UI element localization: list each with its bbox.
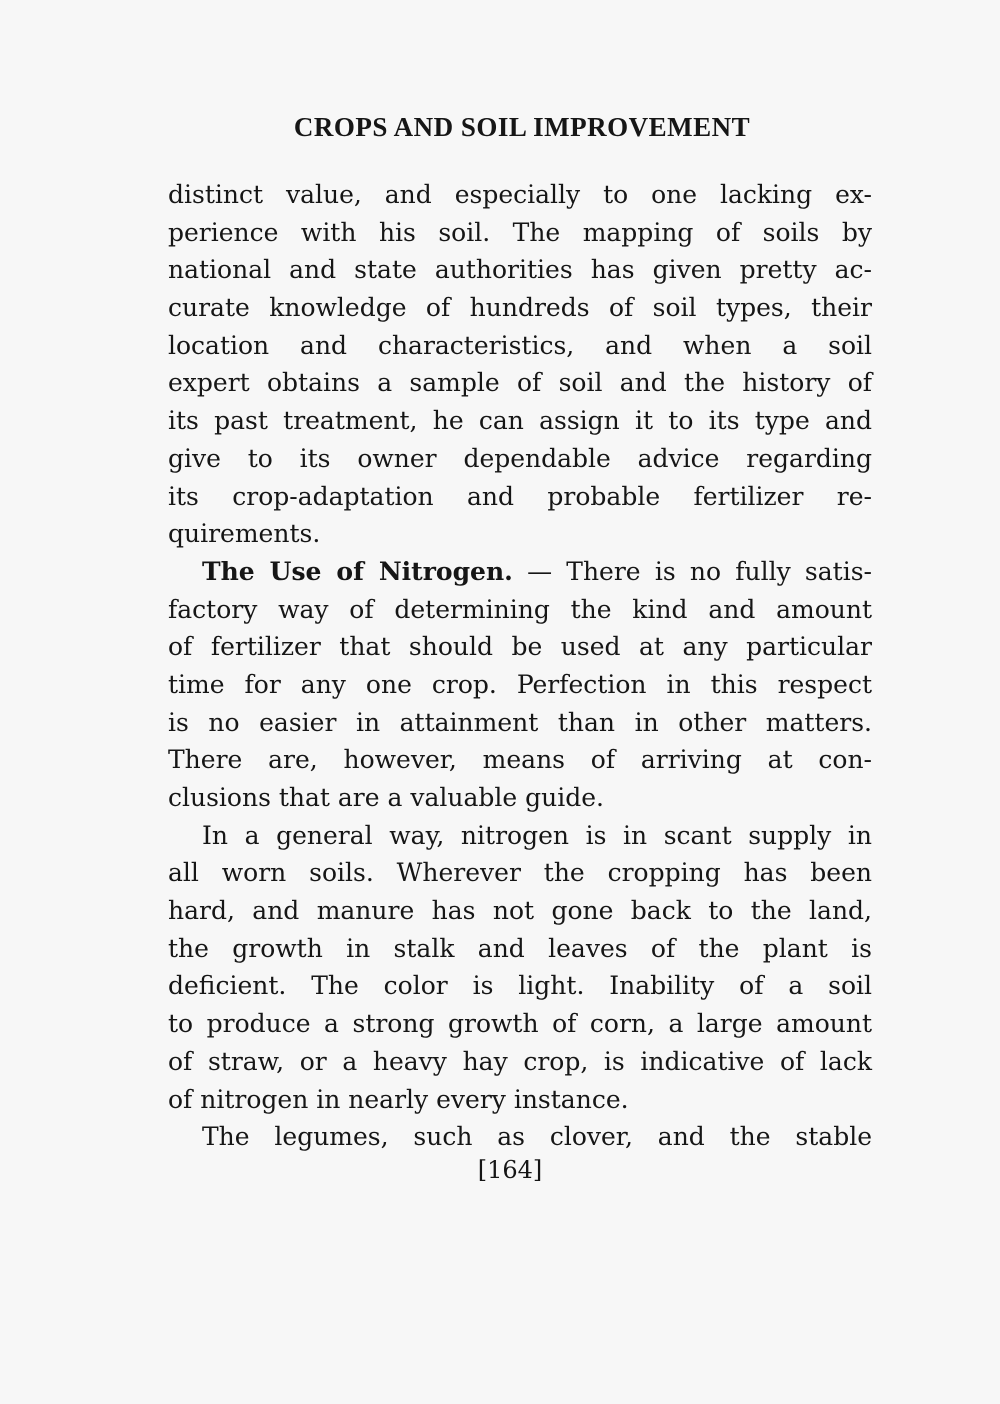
paragraph	[168, 176, 872, 553]
text-line: factory way of determining the kind and amount	[168, 594, 872, 624]
text-line: distinct value, and especially to one lacking ex-	[168, 180, 872, 209]
text-line: deficient. The color is light. Inability of a soil	[168, 971, 872, 1001]
text-line: hard, and manure has not gone back to the land,	[168, 896, 872, 926]
page-number: [164]	[477, 1156, 543, 1184]
text-line: give to its owner dependable advice regarding	[168, 443, 872, 473]
text-line: perience with his soil. The mapping of soils by	[168, 217, 872, 247]
text-line: There are, however, means of arriving at con-	[168, 745, 872, 775]
text-line: time for any one crop. Perfection in this respect	[168, 669, 872, 699]
text-line: of nitrogen in nearly every instance.	[168, 1084, 629, 1114]
text-line	[168, 553, 872, 591]
text-line: clusions that are a valuable guide.	[168, 783, 604, 812]
text-line: the growth in stalk and leaves of the plant is	[168, 933, 872, 963]
text-line: its past treatment, he can assign it to its type and	[168, 406, 872, 436]
text-line: national and state authorities has given pretty ac-	[168, 255, 872, 285]
section-heading: The Use of Nitrogen.	[202, 556, 513, 586]
text-line: quirements.	[168, 519, 321, 549]
page-body	[168, 176, 872, 1156]
text-line: all worn soils. Wherever the cropping has been	[168, 858, 872, 888]
text-line: curate knowledge of hundreds of soil types, their	[168, 293, 872, 323]
text-line: its crop-adaptation and probable fertilizer re-	[168, 481, 872, 511]
text-line: is no easier in attainment than in other matters.	[168, 707, 872, 737]
text-line: In a general way, nitrogen is in scant supply in	[202, 820, 872, 850]
line-text: — There is no fully satis-	[512, 556, 872, 586]
paragraph	[168, 553, 872, 817]
text-line: of fertilizer that should be used at any particular	[168, 632, 872, 662]
paragraph	[168, 817, 872, 1119]
text-line: expert obtains a sample of soil and the history of	[168, 368, 872, 398]
text-line: The legumes, such as clover, and the stable	[202, 1122, 872, 1152]
text-line: to produce a strong growth of corn, a large amount	[168, 1009, 872, 1039]
paragraph	[168, 1118, 872, 1156]
text-line: of straw, or a heavy hay crop, is indicative of lack	[168, 1046, 872, 1076]
running-head: CROPS AND SOIL IMPROVEMENT	[293, 112, 751, 142]
text-line: location and characteristics, and when a soil	[168, 330, 872, 360]
